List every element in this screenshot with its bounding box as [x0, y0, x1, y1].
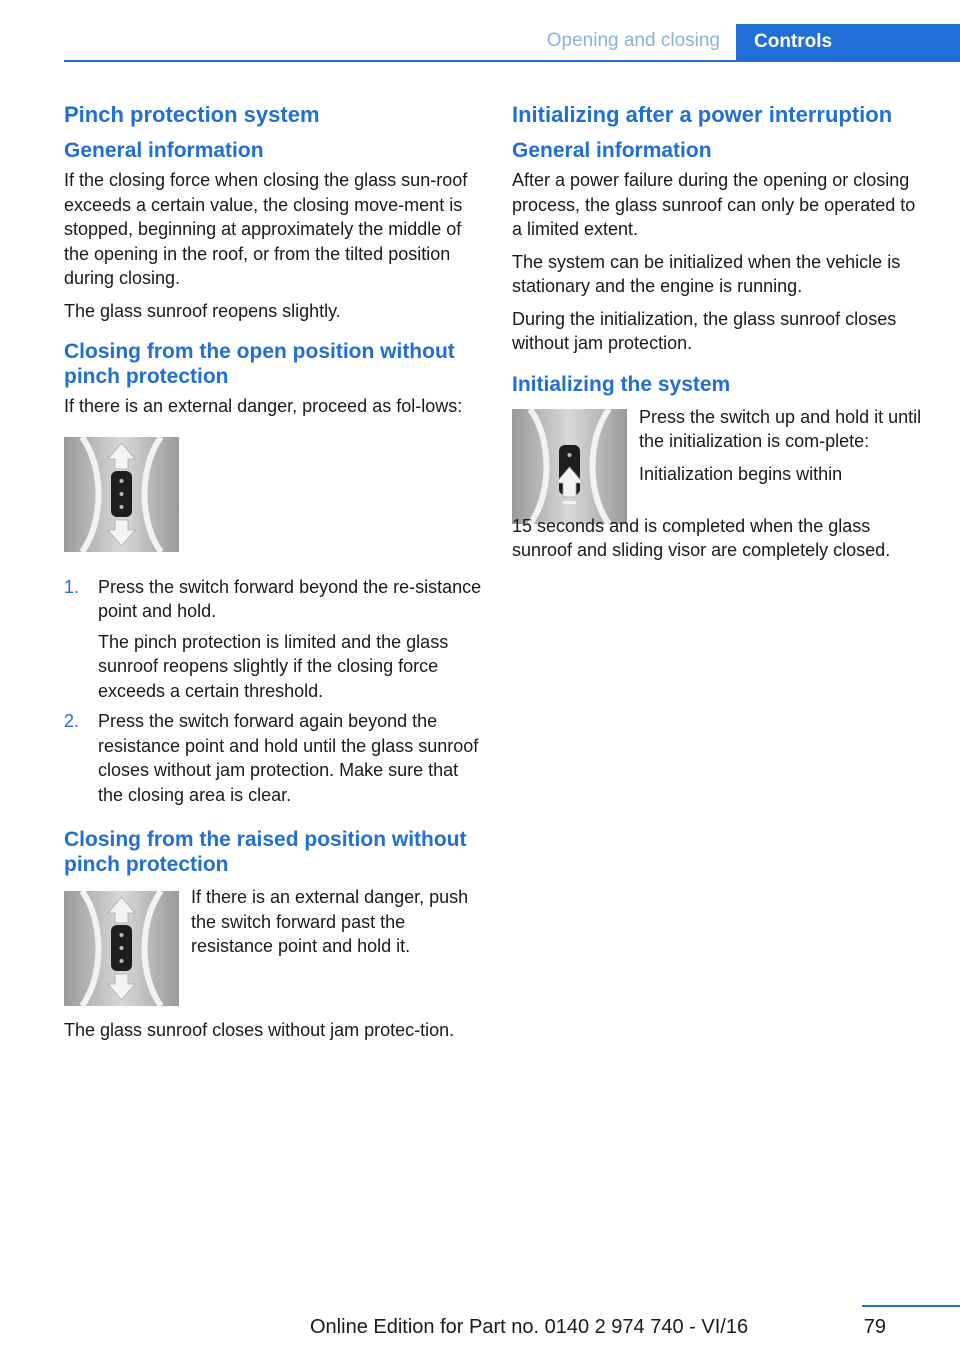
step-extra: The pinch protection is limited and the glass sunroof reopens slightly if the closing force exceeds a certain threshold. — [98, 631, 449, 701]
section-tab: Opening and closing — [546, 30, 720, 51]
initialization-jam-paragraph: During the initialization, the glass sunroof closes without jam protection. — [512, 308, 897, 353]
step-text: Press the switch forward again beyond the resistance point and hold until the glass sunroof closes without jam protection. Make sure that the closing area is clear. — [98, 711, 479, 805]
general-info-heading: General information — [64, 139, 264, 162]
power-failure-paragraph: After a power failure during the opening or closing process, the glass sunroof can only be operated to a limited extent. — [512, 170, 916, 239]
step-number: 1. — [64, 576, 80, 597]
steps-list — [64, 575, 482, 808]
left-column — [64, 102, 482, 1051]
switch-push-illustration — [64, 891, 179, 1006]
chapter-tab: Controls — [736, 24, 960, 62]
initializing-title: Initializing after a power interruption — [512, 102, 893, 127]
step-item — [64, 709, 482, 807]
open-position-heading: Closing from the open position without pinch protection — [64, 340, 455, 388]
raised-position-paragraph: If there is an external danger, push the switch forward past the resistance point and hold it. — [191, 887, 469, 956]
step-item — [64, 575, 482, 704]
initialize-condition-paragraph: The system can be initialized when the vehicle is stationary and the engine is running. — [512, 251, 901, 296]
general-info-paragraph: If the closing force when closing the glass sun‐roof exceeds a certain value, the closing move‐ment is stopped, beginning at approximately the middle of the opening in the roof, or from the tilted position during closing. — [64, 170, 468, 288]
right-column — [512, 102, 926, 571]
general-info-heading: General information — [512, 139, 712, 162]
open-position-intro: If there is an external danger, proceed as fol‐lows: — [64, 396, 463, 416]
footer-rule — [862, 1305, 960, 1307]
reopens-paragraph: The glass sunroof reopens slightly. — [64, 300, 341, 321]
page-number: 79 — [863, 1316, 886, 1338]
switch-forward-illustration — [64, 437, 179, 552]
edition-footer: Online Edition for Part no. 0140 2 974 740 - VI/16 — [310, 1316, 749, 1338]
switch-up-illustration — [512, 409, 627, 524]
raised-position-heading: Closing from the raised position without pinch protection — [64, 828, 467, 876]
step-number: 2. — [64, 711, 80, 731]
init-completed-paragraph: 15 seconds and is completed when the glass sunroof and sliding visor are completely closed. — [512, 515, 891, 560]
init-begins-line: Initialization begins within — [639, 463, 843, 484]
init-press-paragraph: Press the switch up and hold it until the initialization is com‐plete: — [639, 406, 922, 451]
header-rule — [64, 60, 960, 62]
step-text: Press the switch forward beyond the re‐sistance point and hold. — [98, 576, 482, 621]
pinch-protection-title: Pinch protection system — [64, 102, 320, 127]
closes-without-jam-paragraph: The glass sunroof closes without jam protec‐tion. — [64, 1020, 455, 1040]
initializing-system-heading: Initializing the system — [512, 372, 731, 396]
